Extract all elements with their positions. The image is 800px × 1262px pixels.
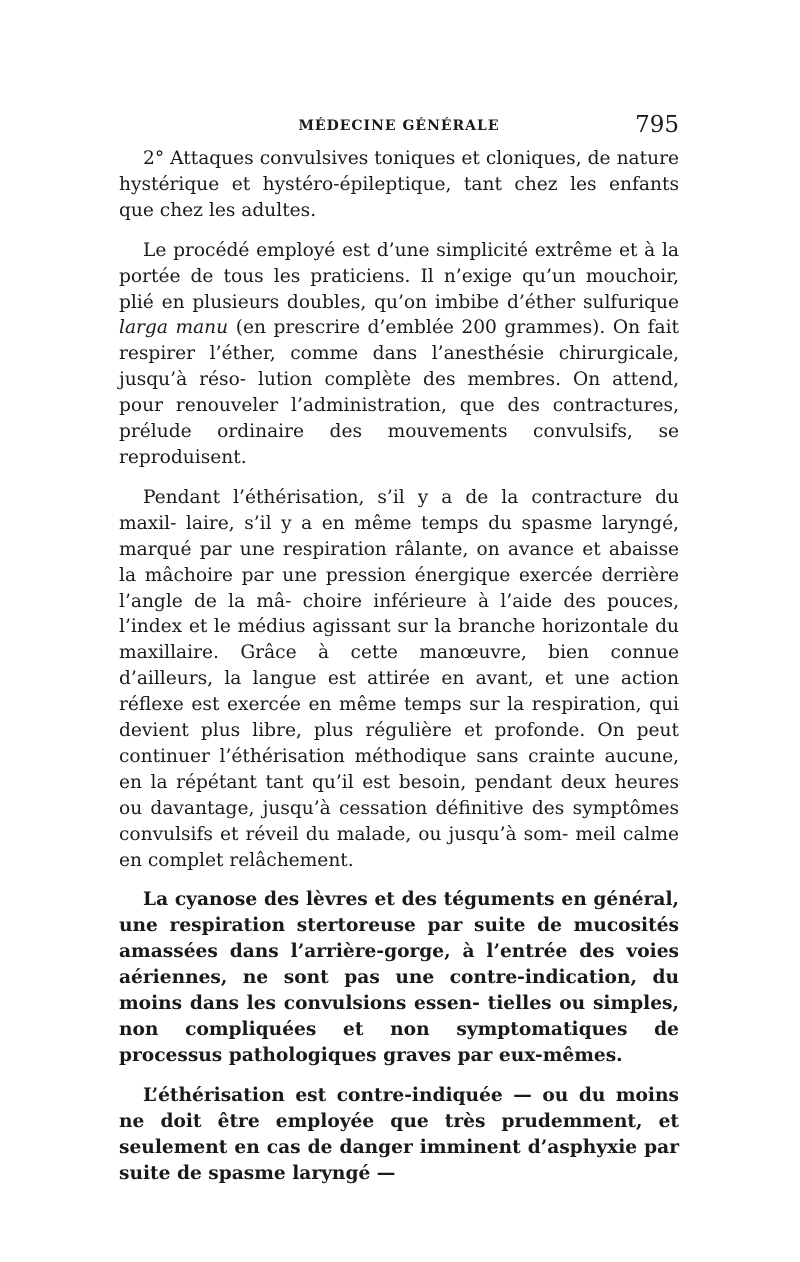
- paragraph-attaques: 2° Attaques convulsives toniques et cloniques, de nature hystérique et hystéro-épileptique, tant chez les enfants que chez les adultes.: [119, 148, 679, 221]
- running-title: MÉDECINE GÉNÉRALE: [298, 118, 500, 134]
- paragraph-contre-indication: L’éthérisation est contre-indiquée — ou du moins ne doit être employée que très prudemment, et seulement en cas de danger imminent d’asphyxie par suite de spasme laryngé —: [119, 1084, 679, 1184]
- paragraph-cyanose: La cyanose des lèvres et des téguments en général, une respiration stertoreuse par suite de mucosités amassées dans l’arrière-gorge, à l’entrée des voies aériennes, ne sont pas une contre-indication, du moins dans les convulsions essen- tielles ou simples, non compliquées et non symptomatiques de processus pathologiques graves par eux-mêmes.: [119, 889, 679, 1066]
- paragraph-etherisation: Pendant l’éthérisation, s’il y a de la contracture du maxil- laire, s’il y a en même temps du spasme laryngé, marqué par une respiration râlante, on avance et abaisse la mâchoire par une pression énergique exercée derrière l’angle de la mâ- choire inférieure à l’aide des pouces, l’index et le médius agissant sur la branche horizontale du maxillaire. Grâce à cette manœuvre, bien connue d’ailleurs, la langue est attirée en avant, et une action réflexe est exercée en même temps sur la respiration, qui devient plus libre, plus régulière et profonde. On peut continuer l’éthérisation méthodique sans crainte aucune, en la répétant tant qu’il est besoin, pendant deux heures ou davantage, jusqu’à cessation définitive des symptômes convulsifs et réveil du malade, ou jusqu’à som- meil calme en complet relâchement.: [119, 486, 679, 871]
- paragraph-procede-part2: (en prescrire d’emblée 200 grammes). On fait respirer l’éther, comme dans l’anesthésie chirurgicale, jusqu’à réso- lution complète des membres. On attend, pour renouveler l’administration, que des contractures, prélude ordinaire des mouvements convulsifs, se reproduisent.: [119, 317, 679, 468]
- body-text: [119, 146, 679, 1186]
- book-page: [119, 112, 679, 1186]
- italic-larga-manu: larga manu: [119, 317, 229, 339]
- running-head: [119, 112, 679, 146]
- page-number: 795: [635, 112, 679, 138]
- paragraph-procede-part1: Le procédé employé est d’une simplicité extrême et à la portée de tous les praticiens. Il n’exige qu’un mouchoir, plié en plusieurs doubles, qu’on imbibe d’éther sulfurique: [119, 239, 679, 313]
- paragraph-procede: [119, 238, 679, 471]
